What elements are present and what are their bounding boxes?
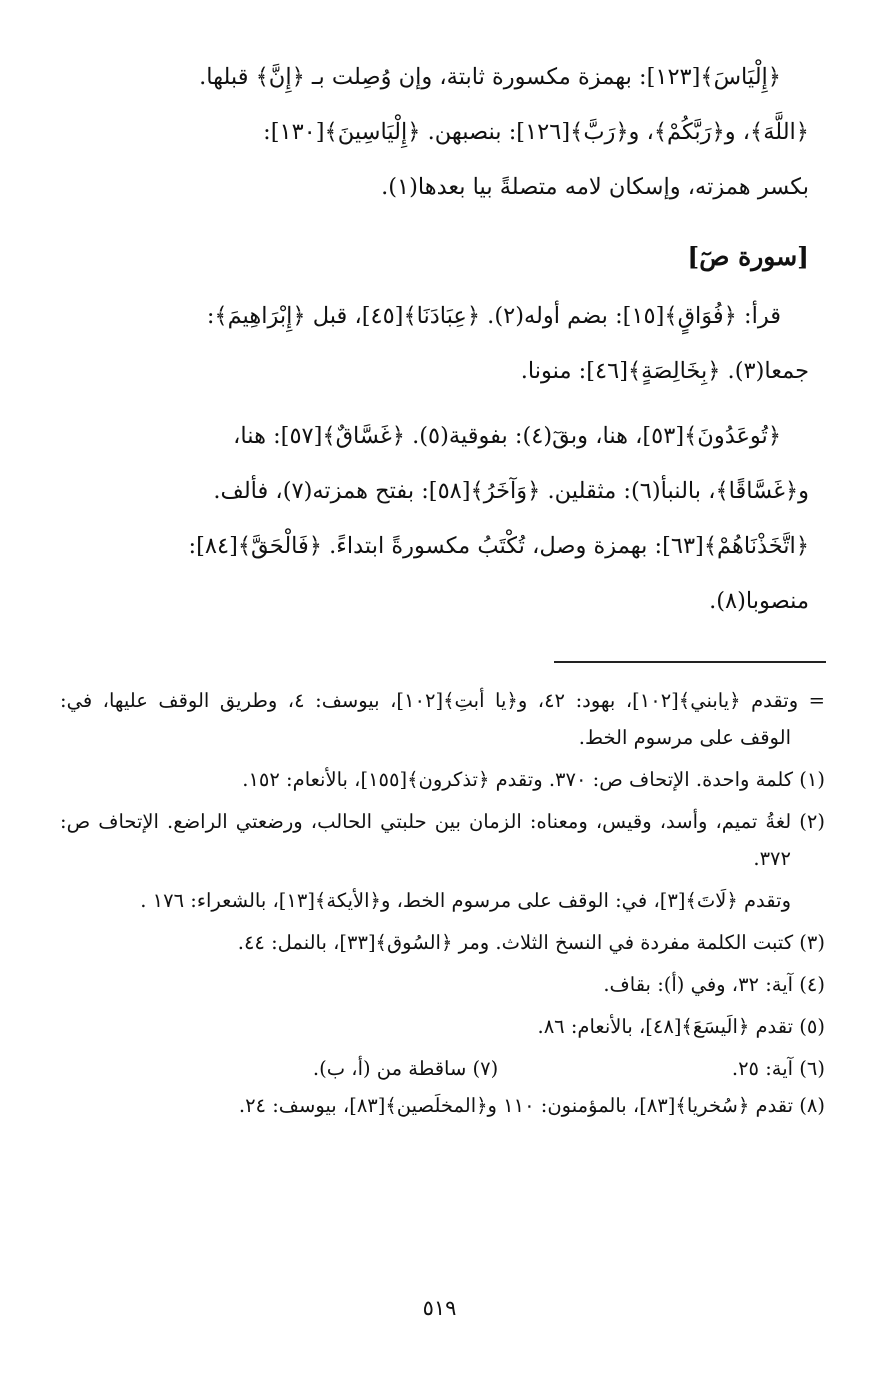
footnote-row-6-7 — [60, 1050, 825, 1087]
footnote-7: (٧) ساقطة من (أ، ب). — [312, 1057, 499, 1080]
verse-line: جمعا(٣). ﴿بِخَالِصَةٍ﴾[٤٦]: منونا. — [520, 358, 809, 384]
page-number: ٥١٩ — [422, 1296, 457, 1320]
verse-line: ﴿تُوعَدُونَ﴾[٥٣]، هنا، وبقٓ(٤): بفوقية(٥). ﴿غَسَّاقٌ﴾[٥٧]: هنا، — [233, 423, 781, 449]
footnotes-section — [60, 682, 825, 1124]
surah-heading: [سورة صٓ] — [687, 242, 809, 271]
footnote-3: (٣) كتبت الكلمة مفردة في النسخ الثلاث. ومر ﴿السُوق﴾[٣٣]، بالنمل: ٤٤. — [237, 931, 825, 954]
verse-line: قرأ: ﴿فُوَاقٍ﴾[١٥]: بضم أوله(٢). ﴿عِبَادَنَا﴾[٤٥]، قبل ﴿إِبْرَاهِيمَ﴾: — [206, 303, 781, 329]
footnote-4: (٤) آية: ٣٢، وفي (أ): بقاف. — [603, 973, 825, 996]
footnote-2-extra: وتقدم ﴿لَاتَ﴾[٣]، في: الوقف على مرسوم الخط، و﴿الأيكة﴾[١٣]، بالشعراء: ١٧٦ . — [140, 889, 791, 912]
main-text-block — [66, 50, 809, 629]
verse-line: ﴿إِلْيَاسَ﴾[١٢٣]: بهمزة مكسورة ثابتة، وإن وُصِلت بـ ﴿إِنَّ﴾ قبلها. — [199, 64, 781, 90]
verse-line: منصوبا(٨). — [709, 588, 809, 614]
footnote-1: (١) كلمة واحدة. الإتحاف ص: ٣٧٠. وتقدم ﴿تذكرون﴾[١٥٥]، بالأنعام: ١٥٢. — [242, 768, 825, 791]
verse-line: و﴿غَسَّاقًا﴾، بالنبأ(٦): مثقلين. ﴿وَآخَرُ﴾[٥٨]: بفتح همزته(٧)، فألف. — [213, 478, 809, 504]
footnote-8: (٨) تقدم ﴿سُخريا﴾[٨٣]، بالمؤمنون: ١١٠ و﴿المخلَصين﴾[٨٣]، بيوسف: ٢٤. — [238, 1094, 825, 1117]
verse-line: بكسر همزته، وإسكان لامه متصلةً بيا بعدها(١). — [381, 174, 809, 200]
footnote-divider — [554, 661, 826, 663]
verse-line: ﴿اللَّهَ﴾، و﴿رَبَّكُمْ﴾، و﴿رَبَّ﴾[١٢٦]: بنصبهن. ﴿إِلْيَاسِينَ﴾[١٣٠]: — [263, 119, 809, 145]
footnote-2: (٢) لغةُ تميم، وأسد، وقيس، ومعناه: الزمان بين حلبتي الحالب، ورضعتي الراضع. الإتحاف ص: ٣٧٢. — [60, 810, 825, 870]
footnote-5: (٥) تقدم ﴿الَيسَعَ﴾[٤٨]، بالأنعام: ٨٦. — [537, 1015, 825, 1038]
verse-line: ﴿اتَّخَذْنَاهُمْ﴾[٦٣]: بهمزة وصل، تُكْتَبُ مكسورةً ابتداءً. ﴿فَالْحَقَّ﴾[٨٤]: — [188, 533, 809, 559]
footnote-continuation: = وتقدم ﴿يابني﴾[١٠٢]، بهود: ٤٢، و﴿يا أبتِ﴾[١٠٢]، بيوسف: ٤، وطريق الوقف عليها، في: الوقف على مرسوم الخط. — [60, 689, 825, 749]
footnote-6: (٦) آية: ٢٥. — [731, 1057, 825, 1080]
